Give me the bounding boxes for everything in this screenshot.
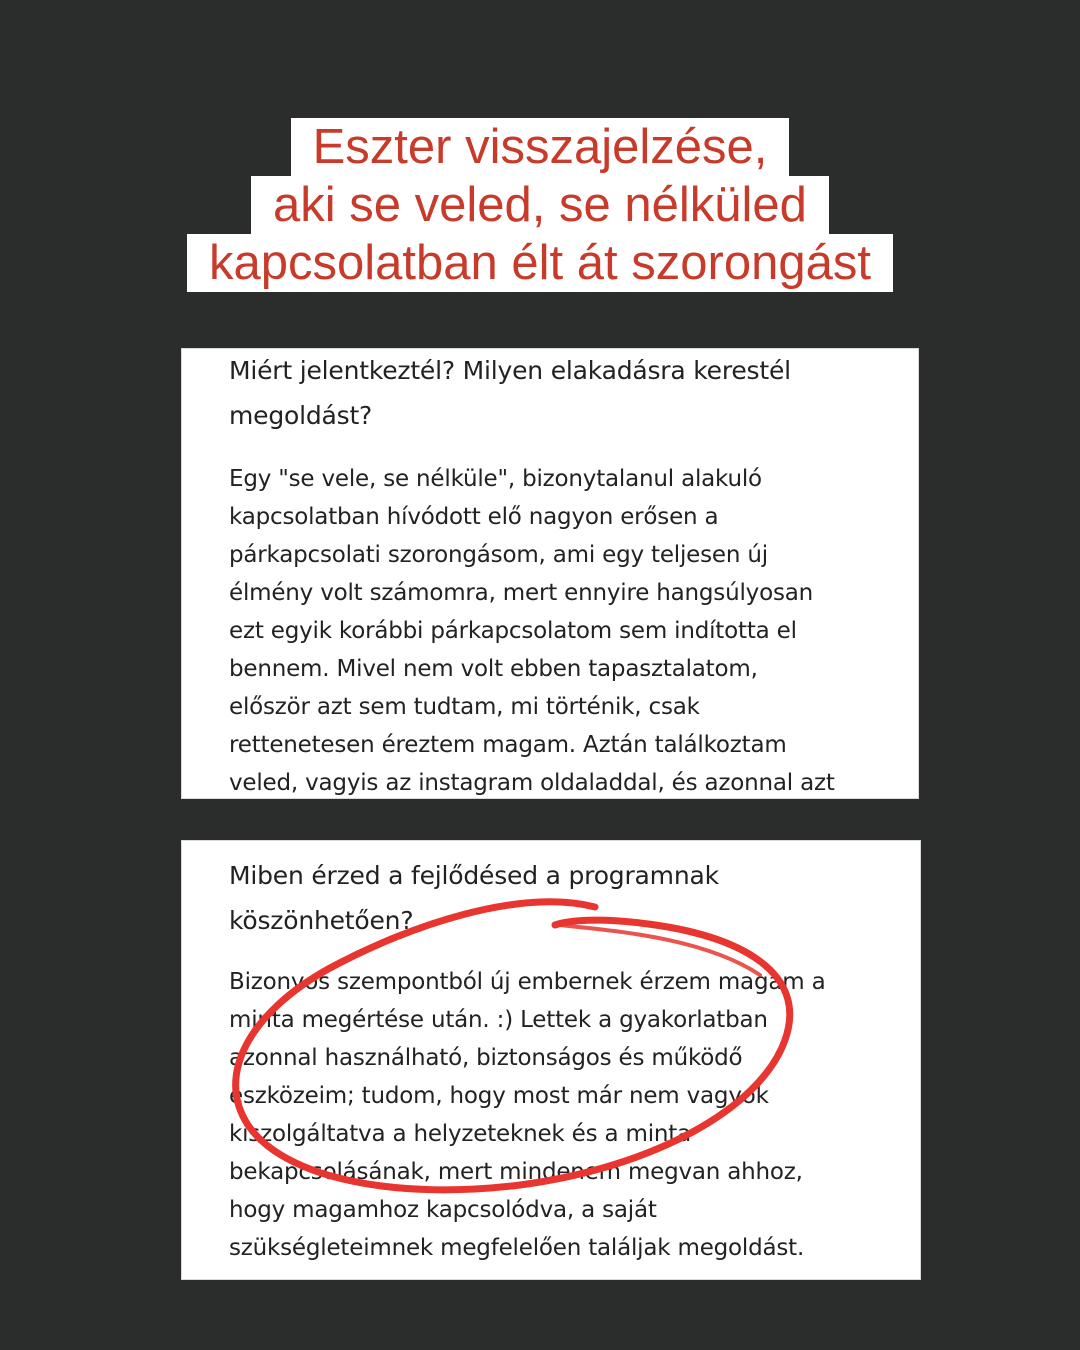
answer-line: hogy magamhoz kapcsolódva, a saját (229, 1197, 657, 1223)
answer-line: ezt egyik korábbi párkapcsolatom sem indította el (229, 618, 797, 644)
answer-line: kiszolgáltatva a helyzeteknek és a minta (229, 1121, 691, 1147)
answer-line: bennem. Mivel nem volt ebben tapasztalatom, (229, 656, 758, 682)
question-line: Miért jelentkeztél? Milyen elakadásra kerestél (229, 356, 791, 385)
question-line: köszönhetően? (229, 906, 414, 935)
answer-line: azonnal használható, biztonságos és működő (229, 1045, 743, 1071)
feedback-card-progress (181, 840, 921, 1280)
answer-line: eszközeim; tudom, hogy most már nem vagyok (229, 1083, 769, 1109)
answer-line: Egy "se vele, se nélküle", bizonytalanul alakuló (229, 466, 762, 492)
feedback-card-why-joined (181, 348, 919, 799)
answer-line: kapcsolatban hívódott elő nagyon erősen a (229, 504, 719, 530)
answer-line: veled, vagyis az instagram oldaladdal, és azonnal azt (229, 770, 835, 796)
answer-progress (229, 963, 889, 1267)
question-why-joined (229, 348, 889, 438)
question-line: megoldást? (229, 401, 373, 430)
answer-line: Bizonyos szempontból új embernek érzem magam a (229, 969, 826, 995)
question-line: Miben érzed a fejlődésed a programnak (229, 861, 719, 890)
answer-line: bekapcsolásának, mert mindenem megvan ahhoz, (229, 1159, 803, 1185)
answer-why-joined (229, 460, 889, 799)
title-banner (0, 118, 1080, 292)
title-line-3: kapcsolatban élt át szorongást (187, 234, 893, 292)
answer-line: először azt sem tudtam, mi történik, csak (229, 694, 700, 720)
answer-line: párkapcsolati szorongásom, ami egy teljesen új (229, 542, 768, 568)
question-progress (229, 853, 889, 943)
answer-line: minta megértése után. :) Lettek a gyakorlatban (229, 1007, 768, 1033)
title-line-1: Eszter visszajelzése, (291, 118, 790, 176)
title-line-2: aki se veled, se nélküled (251, 176, 829, 234)
answer-line: élmény volt számomra, mert ennyire hangsúlyosan (229, 580, 813, 606)
answer-line: rettenetesen éreztem magam. Aztán találkoztam (229, 732, 787, 758)
answer-line: szükségleteimnek megfelelően találjak megoldást. (229, 1235, 805, 1261)
